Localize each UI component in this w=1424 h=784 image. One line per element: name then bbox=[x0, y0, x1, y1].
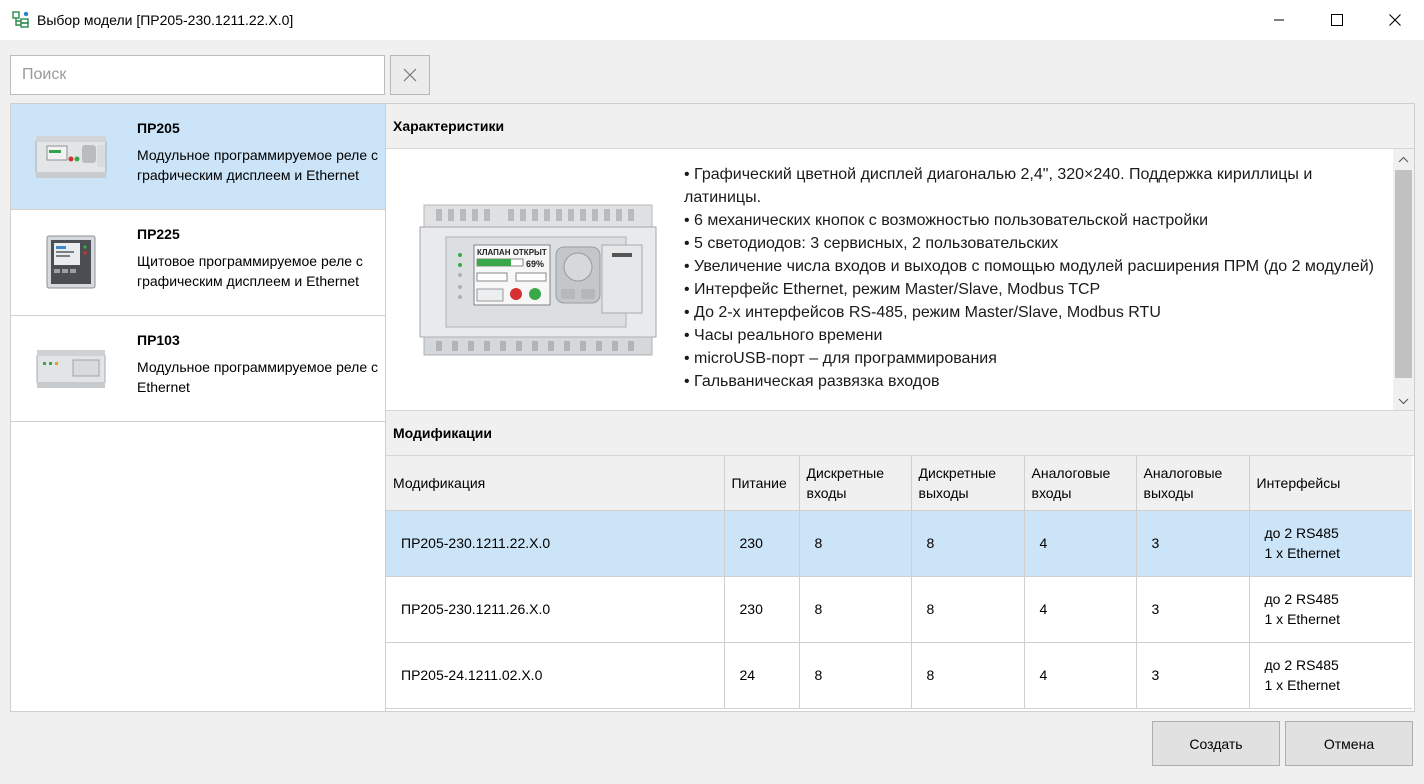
model-description: Модульное программируемое реле с графическим дисплеем и Ethernet bbox=[137, 147, 379, 183]
close-icon bbox=[1389, 14, 1401, 26]
cell-power: 230 bbox=[724, 576, 799, 642]
column-header[interactable]: Интерфейсы bbox=[1249, 456, 1412, 510]
cell-interfaces bbox=[1249, 510, 1412, 576]
cell-analog-inputs: 4 bbox=[1024, 576, 1136, 642]
modifications-table bbox=[386, 456, 1412, 709]
column-header[interactable]: Модификация bbox=[386, 456, 724, 510]
window-controls bbox=[1250, 0, 1424, 40]
interface-line: до 2 RS485 bbox=[1264, 657, 1339, 673]
details-panel bbox=[386, 103, 1415, 712]
cell-modification: ПР205-230.1211.22.X.0 bbox=[386, 510, 724, 576]
cell-interfaces bbox=[1249, 576, 1412, 642]
column-header[interactable]: Аналоговые выходы bbox=[1136, 456, 1249, 510]
minimize-button[interactable] bbox=[1250, 0, 1308, 40]
cell-modification: ПР205-230.1211.26.X.0 bbox=[386, 576, 724, 642]
feature-item: • До 2-х интерфейсов RS-485, режим Master/Slave, Modbus RTU bbox=[684, 304, 1161, 321]
characteristics-header: Характеристики bbox=[386, 104, 1414, 149]
cell-analog-inputs: 4 bbox=[1024, 510, 1136, 576]
characteristics-area bbox=[386, 149, 1414, 411]
cell-interfaces bbox=[1249, 642, 1412, 708]
feature-item: • microUSB-порт – для программирования bbox=[684, 350, 997, 367]
scroll-thumb[interactable] bbox=[1395, 170, 1412, 378]
table-row[interactable] bbox=[386, 642, 1412, 708]
model-name: ПР225 bbox=[137, 226, 180, 242]
cell-power: 24 bbox=[724, 642, 799, 708]
feature-item: • Графический цветной дисплей диагональю 2,4", 320×240. Поддержка кириллицы и латиницы. bbox=[684, 166, 1313, 206]
cell-discrete-inputs: 8 bbox=[799, 510, 911, 576]
scroll-up-button[interactable] bbox=[1393, 149, 1414, 169]
chevron-up-icon bbox=[1398, 156, 1409, 163]
cell-discrete-outputs: 8 bbox=[911, 642, 1024, 708]
modifications-header: Модификации bbox=[386, 411, 1414, 456]
device-screen-percent: 69% bbox=[526, 259, 545, 269]
column-header[interactable]: Дискретные входы bbox=[799, 456, 911, 510]
feature-item: • Увеличение числа входов и выходов с помощью модулей расширения ПРМ (до 2 модулей) bbox=[684, 258, 1374, 275]
interface-line: до 2 RS485 bbox=[1264, 525, 1339, 541]
interface-line: 1 x Ethernet bbox=[1264, 611, 1340, 627]
feature-item: • Гальваническая развязка входов bbox=[684, 373, 940, 390]
table-row[interactable] bbox=[386, 576, 1412, 642]
title-bar bbox=[0, 0, 1424, 40]
cell-analog-outputs: 3 bbox=[1136, 510, 1249, 576]
feature-item: • 5 светодиодов: 3 сервисных, 2 пользовательских bbox=[684, 235, 1059, 252]
table-row[interactable] bbox=[386, 510, 1412, 576]
create-button[interactable]: Создать bbox=[1152, 721, 1280, 766]
column-header[interactable]: Аналоговые входы bbox=[1024, 456, 1136, 510]
close-button[interactable] bbox=[1366, 0, 1424, 40]
interface-line: 1 x Ethernet bbox=[1264, 677, 1340, 693]
clear-search-button[interactable] bbox=[390, 55, 430, 95]
feature-item: • 6 механических кнопок с возможностью пользовательской настройки bbox=[684, 212, 1209, 229]
feature-item: • Интерфейс Ethernet, режим Master/Slave, Modbus TCP bbox=[684, 281, 1101, 298]
cell-discrete-outputs: 8 bbox=[911, 576, 1024, 642]
scroll-down-button[interactable] bbox=[1393, 391, 1414, 411]
model-name: ПР205 bbox=[137, 120, 180, 136]
product-image bbox=[416, 197, 661, 363]
clear-icon bbox=[403, 68, 417, 82]
cancel-button[interactable]: Отмена bbox=[1285, 721, 1413, 766]
search-input[interactable] bbox=[22, 66, 384, 84]
feature-item: • Часы реального времени bbox=[684, 327, 883, 344]
features-list bbox=[684, 163, 1384, 393]
minimize-icon bbox=[1273, 14, 1285, 26]
cell-power: 230 bbox=[724, 510, 799, 576]
table-header-row bbox=[386, 456, 1412, 510]
device-screen-status: КЛАПАН ОТКРЫТ bbox=[477, 248, 547, 257]
cell-discrete-outputs: 8 bbox=[911, 510, 1024, 576]
column-header[interactable]: Питание bbox=[724, 456, 799, 510]
maximize-icon bbox=[1331, 14, 1343, 26]
features-scrollbar[interactable] bbox=[1393, 149, 1414, 411]
cell-modification: ПР205-24.1211.02.X.0 bbox=[386, 642, 724, 708]
interface-line: 1 x Ethernet bbox=[1264, 545, 1340, 561]
cell-analog-outputs: 3 bbox=[1136, 642, 1249, 708]
cell-analog-inputs: 4 bbox=[1024, 642, 1136, 708]
model-item-pr205[interactable] bbox=[11, 104, 385, 210]
window-title: Выбор модели [ПР205-230.1211.22.X.0] bbox=[37, 12, 294, 28]
cell-discrete-inputs: 8 bbox=[799, 642, 911, 708]
model-list bbox=[10, 103, 386, 712]
pr103-thumbnail-icon bbox=[33, 338, 109, 400]
model-description: Модульное программируемое реле с Ethernet bbox=[137, 359, 379, 395]
pr225-thumbnail-icon bbox=[33, 232, 109, 294]
pr205-thumbnail-icon bbox=[33, 126, 109, 188]
model-item-pr103[interactable] bbox=[11, 316, 385, 422]
model-description: Щитовое программируемое реле с графическим дисплеем и Ethernet bbox=[137, 253, 363, 289]
cell-discrete-inputs: 8 bbox=[799, 576, 911, 642]
search-box bbox=[10, 55, 385, 95]
model-tree-icon bbox=[11, 10, 31, 30]
model-name: ПР103 bbox=[137, 332, 180, 348]
column-header[interactable]: Дискретные выходы bbox=[911, 456, 1024, 510]
cell-analog-outputs: 3 bbox=[1136, 576, 1249, 642]
model-item-pr225[interactable] bbox=[11, 210, 385, 316]
chevron-down-icon bbox=[1398, 398, 1409, 405]
interface-line: до 2 RS485 bbox=[1264, 591, 1339, 607]
maximize-button[interactable] bbox=[1308, 0, 1366, 40]
